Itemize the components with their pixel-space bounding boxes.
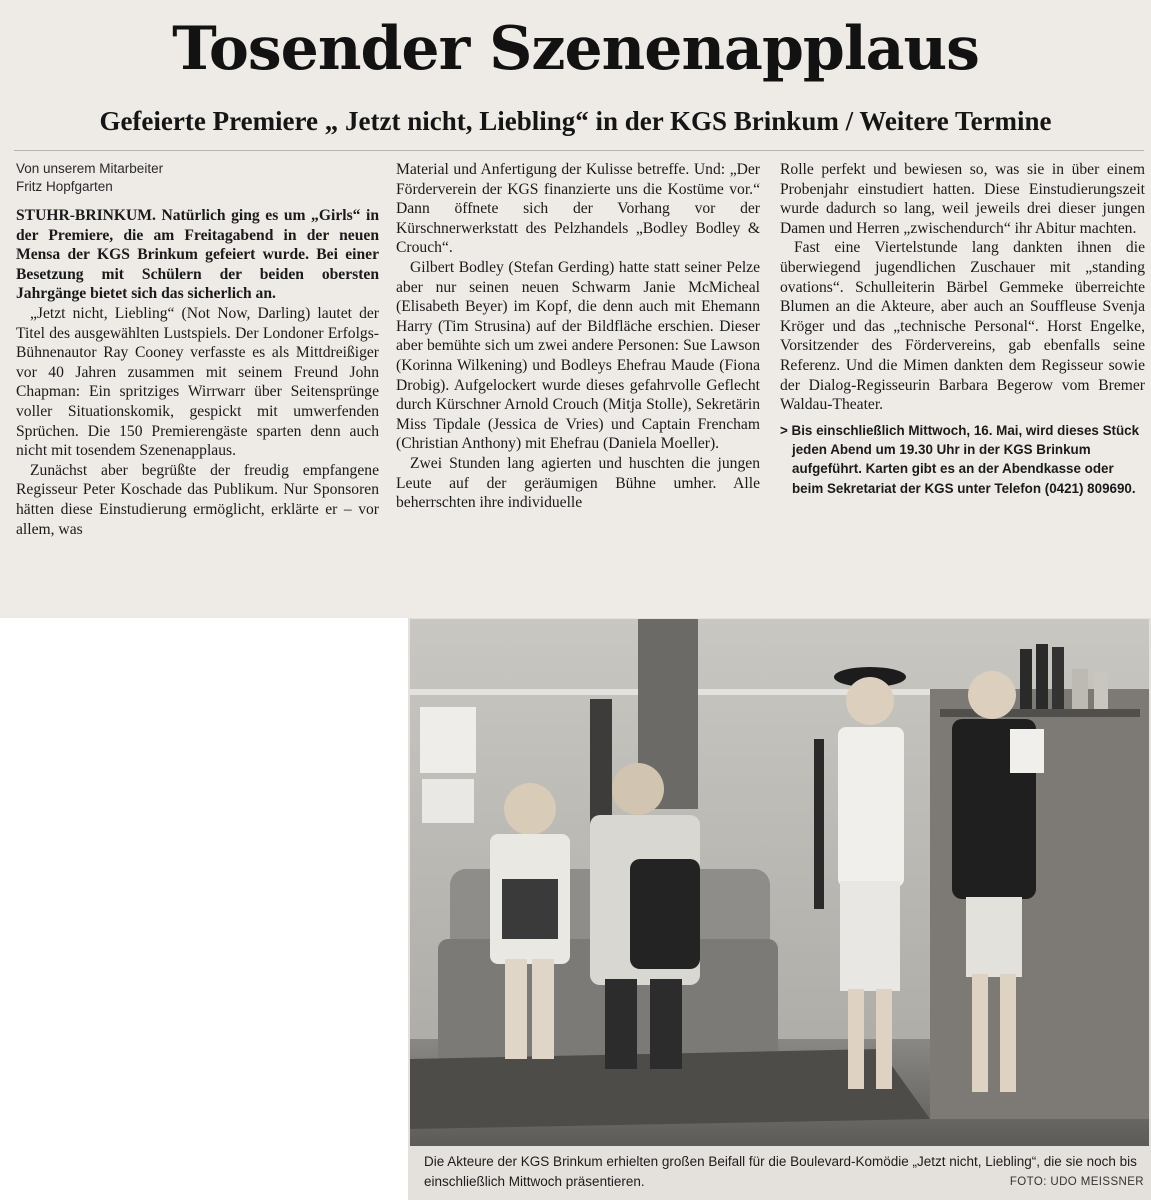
column-3 — [780, 160, 1145, 498]
byline-author: Fritz Hopfgarten — [16, 179, 113, 194]
body-paragraph: Zwei Stunden lang agierten und huschten die jungen Leute auf der geräumigen Bühne umher. Alle beherrschten ihre individuelle — [396, 454, 760, 512]
column-1 — [16, 160, 379, 539]
byline — [16, 160, 379, 196]
body-paragraph: Zunächst aber begrüßte der freudig empfangene Regisseur Peter Koschade das Publikum. Nur Sponsoren hätten diese Einstudierung ermöglicht, erklärte er – vor allem, was — [16, 461, 379, 538]
body-paragraph: Rolle perfekt und bewiesen so, was sie in über einem Probenjahr einstudiert hatten. Diese Einstudierungszeit wurde dadurch so lang, weil jeweils drei dieser jungen Damen und Herren „zwischendurch“ ihr Abitur machten. — [780, 161, 1145, 237]
subheadline: Gefeierte Premiere „ Jetzt nicht, Liebling“ in der KGS Brinkum / Weitere Termine — [99, 106, 1052, 136]
column-2 — [396, 160, 760, 513]
photo-caption — [424, 1152, 1144, 1192]
body-paragraph: Material und Anfertigung der Kulisse betreffe. Und: „Der Förderverein der KGS finanzierte uns die Kostüme vor.“ Dann öffnete sich der Vorhang vor der Kürschnerwerkstatt des Pelzhandels „Bodley Bodley & Crouch“. — [396, 161, 760, 257]
headline: Tosender Szenenapplaus — [172, 14, 979, 84]
lead-paragraph: STUHR-BRINKUM. Natürlich ging es um „Girls“ in der Premiere, die am Freitagabend in der neuen Mensa der KGS Brinkum gefeiert wurde. Bei einer Besetzung mit Schülern der beiden obersten Jahrgänge bietet sich das sicherlich an. — [16, 207, 379, 303]
info-note: > Bis einschließlich Mittwoch, 16. Mai, wird dieses Stück jeden Abend um 19.30 Uhr in der KGS Brinkum aufgeführt. Karten gibt es an der Abendkasse oder beim Sekretariat der KGS unter Telefon (0421) 809690. — [780, 422, 1140, 496]
divider — [14, 150, 1144, 151]
body-paragraph: „Jetzt nicht, Liebling“ (Not Now, Darling) lautet der Titel des ausgewählten Lustspiels. Der Londoner Erfolgs-Bühnenautor Ray Cooney verfasste es als Mittdreißiger vor 40 Jahren zusammen mit seinem Freund John Chapman: Ein spritziges Wirrwarr über Seitensprünge voller Situationskomik, gespickt mit umwerfenden Sprüchen. Die 150 Premierengäste sparten denn auch nicht mit tosendem Szenenapplaus. — [16, 304, 379, 460]
stage-photo — [410, 619, 1149, 1146]
body-paragraph: Fast eine Viertelstunde lang dankten ihnen die überwiegend jugendlichen Zuschauer mit „standing ovations“. Schulleiterin Bärbel Gemmeke überreichte Blumen an die Akteure, aber auch an Souffleuse Svenja Kröger und das „technische Personal“. Horst Engelke, Vorsitzender des Fördervereins, gab ebenfalls seine Referenz. Und die Mimen dankten dem Regisseur sowie der Dialog-Regisseurin Barbara Begerow vom Bremer Waldau-Theater. — [780, 239, 1145, 414]
stage-photo-illustration — [410, 619, 1149, 1146]
body-paragraph: Gilbert Bodley (Stefan Gerding) hatte statt seiner Pelze aber nur seinen neuen Schwarm Janie McMicheal (Elisabeth Beyer) im Kopf, die denn auch mit Ehemann Harry (Tim Strusina) auf der Bildfläche erschien. Dieser aber bemühte sich um zwei andere Personen: Sue Lawson (Korinna Wilkening) und Bodleys Ehefrau Maude (Fiona Drobig). Aufgelockert wurde dieses gefahrvolle Geflecht durch Kürschner Arnold Crouch (Mitja Stolle), Sekretärin Miss Tipdale (Jessica de Vries) und Captain Frencham (Christian Anthony) mit Ehefrau (Daniela Moeller). — [396, 258, 760, 453]
caption-text: Die Akteure der KGS Brinkum erhielten großen Beifall für die Boulevard-Komödie „Jetzt nicht, Liebling“, die sie noch bis einschließlich Mittwoch präsentieren. — [424, 1154, 1137, 1189]
photo-credit: FOTO: UDO MEISSNER — [1009, 1175, 1144, 1188]
byline-line: Von unserem Mitarbeiter — [16, 161, 164, 176]
